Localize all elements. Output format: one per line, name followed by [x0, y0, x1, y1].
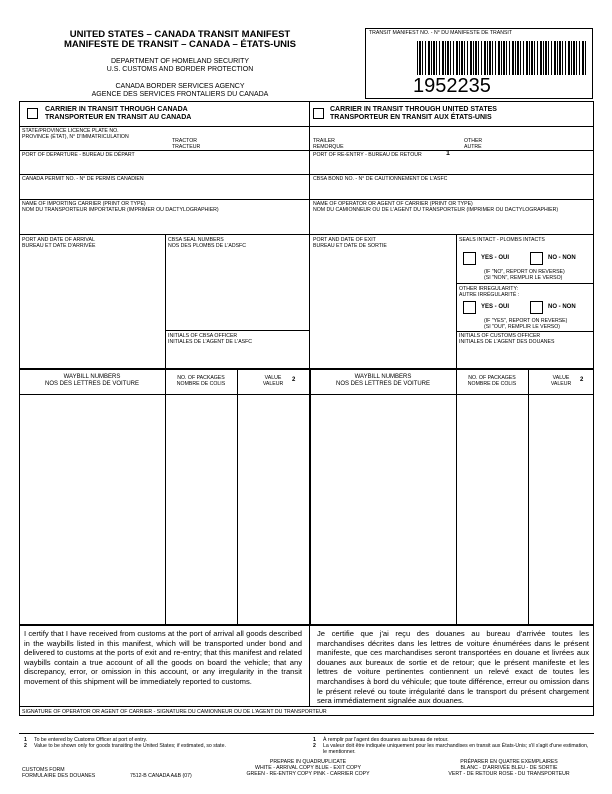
title-en: UNITED STATES – CANADA TRANSIT MANIFEST: [69, 29, 291, 40]
agency-line1: CANADA BORDER SERVICES AGENCY: [115, 83, 245, 90]
packages-header-fr-left: NOMBRE DE COLIS: [176, 381, 226, 387]
other-en: OTHER: [464, 138, 483, 144]
value-header-fr-left: VALEUR: [262, 381, 284, 387]
trailer-en: TRAILER: [313, 138, 335, 144]
seals-no-label: NO - NON: [548, 255, 576, 261]
footnote-fr1: À remplir par l'agent des douanes au bureau de retour.: [323, 737, 449, 743]
other-fr: AUTRE: [464, 144, 482, 150]
irregularity-note2: (SI "OUI", REMPLIR LE VERSO): [484, 324, 561, 330]
irregularity-no-checkbox[interactable]: [530, 301, 543, 314]
arrival-fr: BUREAU ET DATE D'ARRIVÉE: [22, 243, 96, 249]
waybill-header-en-right: WAYBILL NUMBERS: [354, 374, 412, 380]
barcode: [417, 41, 587, 75]
trailer-fr: REMORQUE: [313, 144, 344, 150]
carrier-canada-checkbox[interactable]: [27, 108, 38, 119]
footnote-fr2-num: 2: [313, 743, 316, 749]
exit-en: PORT AND DATE OF EXIT: [313, 237, 376, 243]
port-reentry-label: PORT OF RE-ENTRY - BUREAU DE RETOUR: [313, 152, 422, 158]
irregularity-no-label: NO - NON: [548, 304, 576, 310]
packages-header-en-left: NO. OF PACKAGES: [177, 375, 225, 381]
carrier-us-checkbox[interactable]: [313, 108, 324, 119]
form-number: 7512-B CANADA A&B (07): [130, 773, 192, 779]
seals-yes-label: YES - OUI: [481, 255, 510, 261]
seals-note2: (SI "NON", REMPLIR LE VERSO): [484, 275, 563, 281]
footnote-en2: Value to be shown only for goods transiting the United States; if estimated, so state.: [34, 743, 226, 749]
agency-line2: AGENCE DES SERVICES FRONTALIERS DU CANADA: [91, 91, 269, 98]
seals-yes-checkbox[interactable]: [463, 252, 476, 265]
port-reentry-note: 1: [446, 150, 450, 157]
licence-fr: PROVINCE (ÉTAT), N° D'IMMATRICULATION: [22, 134, 129, 140]
operator-en: NAME OF OPERATOR OR AGENT OF CARRIER (PRINT OR TYPE): [313, 201, 473, 207]
exit-fr: BUREAU ET DATE DE SORTIE: [313, 243, 387, 249]
irregularity-yes-checkbox[interactable]: [463, 301, 476, 314]
dept-line1: DEPARTMENT OF HOMELAND SECURITY: [110, 58, 250, 65]
customs-officer-fr: INITIALES DE L'AGENT DES DOUANES: [459, 339, 555, 345]
carrier-us-en: CARRIER IN TRANSIT THROUGH UNITED STATES: [330, 106, 497, 113]
seal-numbers-en: CBSA SEAL NUMBERS: [168, 237, 224, 243]
copies-fr1: BLANC - D'ARRIVÉE BLEU - DE SORTIE: [460, 765, 558, 771]
importing-carrier-en: NAME OF IMPORTING CARRIER (PRINT OR TYPE): [22, 201, 146, 207]
waybill-header-fr-right: NOS DES LETTRES DE VOITURE: [335, 381, 431, 387]
footnote-fr1-num: 1: [313, 737, 316, 743]
manifest-number: 1952235: [413, 75, 491, 97]
cbsa-officer-en: INITIALS OF CBSA OFFICER: [168, 333, 238, 339]
certification-en: I certify that I have received from customs at the port of arrival all goods described in the waybills listed in this manifest, which will be transported under bond and delivered to customs at the ports of exit and re-entry; that this manifest and related waybills contain a true account of all the goods on board the vehicle; that any discrepancy, error, or omission in this account, or any irregularity in the transit movement of this shipment will be immediately reported to customs.: [24, 629, 302, 686]
seals-intact-label: SEALS INTACT - PLOMBS INTACTS: [459, 237, 545, 243]
seals-no-checkbox[interactable]: [530, 252, 543, 265]
seal-numbers-fr: NOS DES PLOMBS DE L'ADSFC: [168, 243, 246, 249]
operator-fr: NOM DU CAMIONNEUR OU DE L'AGENT DU TRANSPORTEUR (IMPRIMER OU DACTYLOGRAPHIER): [313, 207, 559, 213]
packages-header-fr-right: NOMBRE DE COLIS: [467, 381, 517, 387]
value-header-fr-right: VALEUR: [550, 381, 572, 387]
form-label-fr: FORMULAIRE DES DOUANES: [22, 773, 96, 779]
irregularity-en: OTHER IRREGULARITY:: [459, 286, 519, 292]
irregularity-fr: AUTRE IRRÉGULARITÉ :: [459, 292, 520, 298]
value-header-en-left: VALUE: [264, 375, 282, 381]
carrier-canada-en: CARRIER IN TRANSIT THROUGH CANADA: [45, 106, 188, 113]
copies-en1: WHITE - ARRIVAL COPY BLUE - EXIT COPY: [255, 765, 361, 771]
copies-en2: GREEN - RE-ENTRY COPY PINK - CARRIER COPY: [246, 771, 370, 777]
prep-fr: PRÉPARER EN QUATRE EXEMPLAIRES: [460, 759, 558, 765]
port-departure-label: PORT OF DEPARTURE - BUREAU DE DÉPART: [22, 152, 135, 158]
value-note-left: 2: [292, 377, 296, 383]
dept-line2: U.S. CUSTOMS AND BORDER PROTECTION: [106, 66, 254, 73]
carrier-us-fr: TRANSPORTEUR EN TRANSIT AUX ÉTATS-UNIS: [330, 114, 492, 121]
tractor-fr: TRACTEUR: [172, 144, 201, 150]
irregularity-note1: (IF "YES", REPORT ON REVERSE): [484, 318, 568, 324]
customs-officer-en: INITIALS OF CUSTOMS OFFICER: [459, 333, 541, 339]
seals-note1: (IF "NO", REPORT ON REVERSE): [484, 269, 565, 275]
prep-en: PREPARE IN QUADRUPLICATE: [269, 759, 347, 765]
footnote-fr2: La valeur doit être indiquée uniquement pour les marchandises en transit aux États-Unis; s'il s'agit d'une estimation, le mentionner.: [323, 743, 589, 755]
canada-permit-label: CANADA PERMIT NO. - N° DE PERMIS CANADIEN: [22, 176, 144, 182]
copies-fr2: VERT - DE RETOUR ROSE - DU TRANSPORTEUR: [448, 771, 570, 777]
signature-label: SIGNATURE OF OPERATOR OR AGENT OF CARRIER - SIGNATURE DU CAMIONNEUR OU DE L'AGENT DU TRANSPORTEUR: [22, 709, 327, 715]
waybill-header-fr-left: NOS DES LETTRES DE VOITURE: [44, 381, 140, 387]
carrier-canada-fr: TRANSPORTEUR EN TRANSIT AU CANADA: [45, 114, 192, 121]
certification-fr: Je certifie que j'ai reçu des douanes au bureau d'arrivée toutes les marchandises décrites dans les lettres de voiture énumérées dans le présent manifeste, que ces marchandises seront transportées en douane et livrées aux douanes aux bureaux de sortie et de retour; que le présent manifeste et les lettres de voiture pertinentes contiennent un relevé exact de toutes les marchandises à bord du véhicule; que toute différence, erreur ou omission dans le présent relevé ou toute irrégularité dans le transport du présent chargement sera immédiatement signalée aux douanes.: [317, 629, 589, 706]
title-fr: MANIFESTE DE TRANSIT – CANADA – ÉTATS-UNIS: [63, 39, 297, 50]
cbsa-officer-fr: INITIALES DE L'AGENT DE L'ASFC: [168, 339, 253, 345]
form-label-en: CUSTOMS FORM: [22, 767, 65, 773]
value-header-en-right: VALUE: [552, 375, 570, 381]
licence-en: STATE/PROVINCE LICENCE PLATE NO.: [22, 128, 119, 134]
value-note-right: 2: [580, 377, 584, 383]
cbsa-bond-label: CBSA BOND NO. - N° DE CAUTIONNEMENT DE L'ASFC: [313, 176, 448, 182]
footnote-en1: To be entered by Customs Officer at port of entry.: [34, 737, 148, 743]
footnote-en2-num: 2: [24, 743, 27, 749]
waybill-header-en-left: WAYBILL NUMBERS: [63, 374, 121, 380]
irregularity-yes-label: YES - OUI: [481, 304, 510, 310]
importing-carrier-fr: NOM DU TRANSPORTEUR IMPORTATEUR (IMPRIMER OU DACTYLOGRAPHIER): [22, 207, 219, 213]
packages-header-en-right: NO. OF PACKAGES: [468, 375, 516, 381]
manifest-number-label: TRANSIT MANIFEST NO. - N° DU MANIFESTE DE TRANSIT: [369, 30, 513, 36]
tractor-en: TRACTOR: [172, 138, 197, 144]
footnote-en1-num: 1: [24, 737, 27, 743]
arrival-en: PORT AND DATE OF ARRIVAL: [22, 237, 95, 243]
